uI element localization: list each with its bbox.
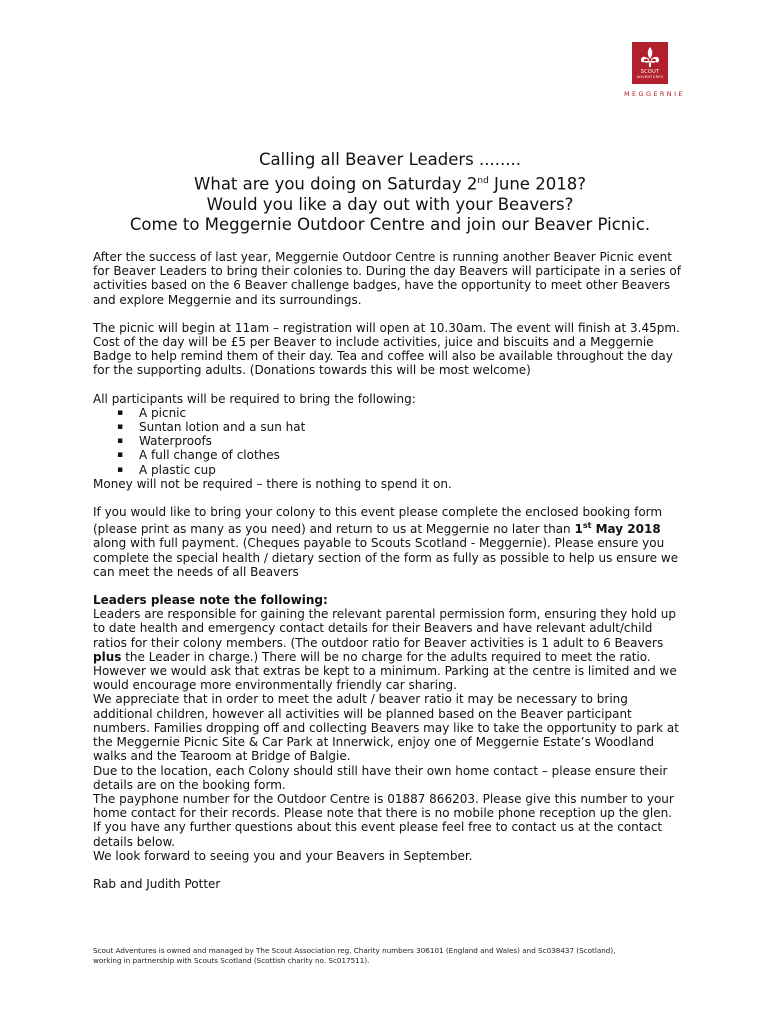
- bullet-icon: ▪: [117, 436, 124, 447]
- fleur-de-lis-icon: [639, 46, 661, 70]
- leaders-paragraph-3: Due to the location, each Colony should still have their own home contact – please ensure their details are on the booking form.: [93, 763, 668, 792]
- money-note: Money will not be required – there is nothing to spend it on.: [93, 476, 452, 491]
- leaders-paragraph-4: The payphone number for the Outdoor Centre is 01887 866203. Please give this number to your home contact for their records. Please note that there is no mobile phone reception up the glen.: [93, 791, 674, 821]
- logo-small-text: SCOUT: [640, 69, 660, 75]
- list-item-label: Waterproofs: [139, 434, 212, 449]
- logo-small-text-2: ADVENTURES: [636, 75, 664, 79]
- booking-deadline-month: May 2018: [595, 522, 661, 537]
- booking-paragraph: [93, 505, 683, 579]
- list-item-label: Suntan lotion and a sun hat: [139, 420, 306, 435]
- booking-text-end: along with full payment. (Cheques payable to Scouts Scotland - Meggernie). Please ensure you complete the special health / dietary section of the form as fully as possible to help us ensure we can meet the needs of all Beavers: [93, 536, 679, 579]
- bring-list: [93, 406, 683, 477]
- leaders-p1-text-end: the Leader in charge.) There will be no charge for the adults required to meet the ratio. However we would ask that extras be kept to a minimum. Parking at the centre is limited and we would encourage more environmentally friendly car sharing.: [93, 649, 677, 693]
- leaders-title: [93, 593, 683, 607]
- leaders-p1-text: Leaders are responsible for gaining the relevant parental permission form, ensuring they hold up to date health and emergency contact details for their Beavers and have relevant adult/child ratios for their colony members. (The outdoor ratio for Beaver activities is 1 adult to 6 Beavers: [93, 607, 676, 650]
- list-item-label: A plastic cup: [139, 462, 216, 477]
- list-item-label: A full change of clothes: [139, 448, 280, 463]
- leaders-paragraph-5: If you have any further questions about this event please feel free to contact us at the contact details below.: [93, 820, 663, 849]
- booking-deadline-sup: st: [582, 521, 592, 531]
- booking-text: If you would like to bring your colony to this event please complete the enclosed booking form (please print as many as you need) and return to us at Meggernie no later than: [93, 505, 663, 537]
- list-item: [93, 463, 683, 477]
- intro-paragraph: After the success of last year, Meggernie Outdoor Centre is running another Beaver Picnic event for Beaver Leaders to bring their colonies to. During the day Beavers will participate in a series of activities based on the 6 Beaver challenge badges, have the opportunity to meet other Beavers and explore Meggernie and its surroundings.: [93, 250, 681, 307]
- scout-fleur-de-lis-icon: [632, 42, 668, 84]
- bring-intro: All participants will be required to bring the following:: [93, 391, 416, 406]
- heading-line-2: [90, 171, 690, 195]
- heading-line-4: Come to Meggernie Outdoor Centre and join our Beaver Picnic.: [129, 215, 651, 234]
- leaders-paragraph-6: We look forward to seeing you and your Beavers in September.: [93, 848, 473, 863]
- picnic-details-paragraph: The picnic will begin at 11am – registration will open at 10.30am. The event will finish at 3.45pm. Cost of the day will be £5 per Beaver to include activities, juice and biscuits and a Meggernie Badge to help remind them of their day. Tea and coffee will also be available throughout the day for the supporting adults. (Donations towards this will be most welcome): [93, 320, 680, 378]
- logo-wordmark: MEGGERNIE: [624, 90, 685, 98]
- bullet-icon: ▪: [117, 407, 124, 418]
- leaders-paragraph-2: We appreciate that in order to meet the adult / beaver ratio it may be necessary to bring additional children, however all activities will be planned based on the Beaver participant numbers. Families dropping off and collecting Beavers may like to take the opportunity to park at the Meggernie Picnic Site & Car Park at Innerwick, enjoy one of Meggernie Estate’s Woodland walks and the Tearoom at Bridge of Balgie.: [93, 692, 679, 764]
- page-heading: [90, 150, 690, 236]
- list-item-label: A picnic: [139, 405, 187, 420]
- heading-line-2-text: What are you doing on Saturday 2: [194, 174, 478, 193]
- list-item: [93, 406, 683, 420]
- leaders-paragraph-1: [93, 607, 683, 692]
- leaders-p1-bold: plus: [93, 649, 122, 664]
- list-item: [93, 420, 683, 434]
- letter-body: [93, 250, 683, 891]
- signature: Rab and Judith Potter: [93, 876, 221, 891]
- meggernie-logo: [624, 42, 685, 102]
- footer-line-2: working in partnership with Scouts Scotland (Scottish charity no. Sc017511).: [93, 956, 370, 965]
- footer: [93, 946, 683, 966]
- booking-deadline-day: 1: [574, 522, 583, 537]
- heading-line-2-end: June 2018?: [488, 174, 586, 193]
- heading-line-1: Calling all Beaver Leaders ........: [259, 150, 521, 169]
- heading-line-3: Would you like a day out with your Beavers?: [206, 194, 574, 214]
- list-item: [93, 448, 683, 462]
- bullet-icon: ▪: [117, 464, 124, 475]
- footer-line-1: Scout Adventures is owned and managed by The Scout Association reg. Charity numbers 306101 (England and Wales) and Sc038437 (Scotland),: [93, 946, 616, 955]
- leaders-title-text: Leaders please note the following:: [93, 593, 328, 608]
- bullet-icon: ▪: [117, 422, 124, 433]
- list-item: [93, 434, 683, 448]
- heading-line-2-sup: nd: [477, 175, 489, 186]
- bullet-icon: ▪: [117, 450, 124, 461]
